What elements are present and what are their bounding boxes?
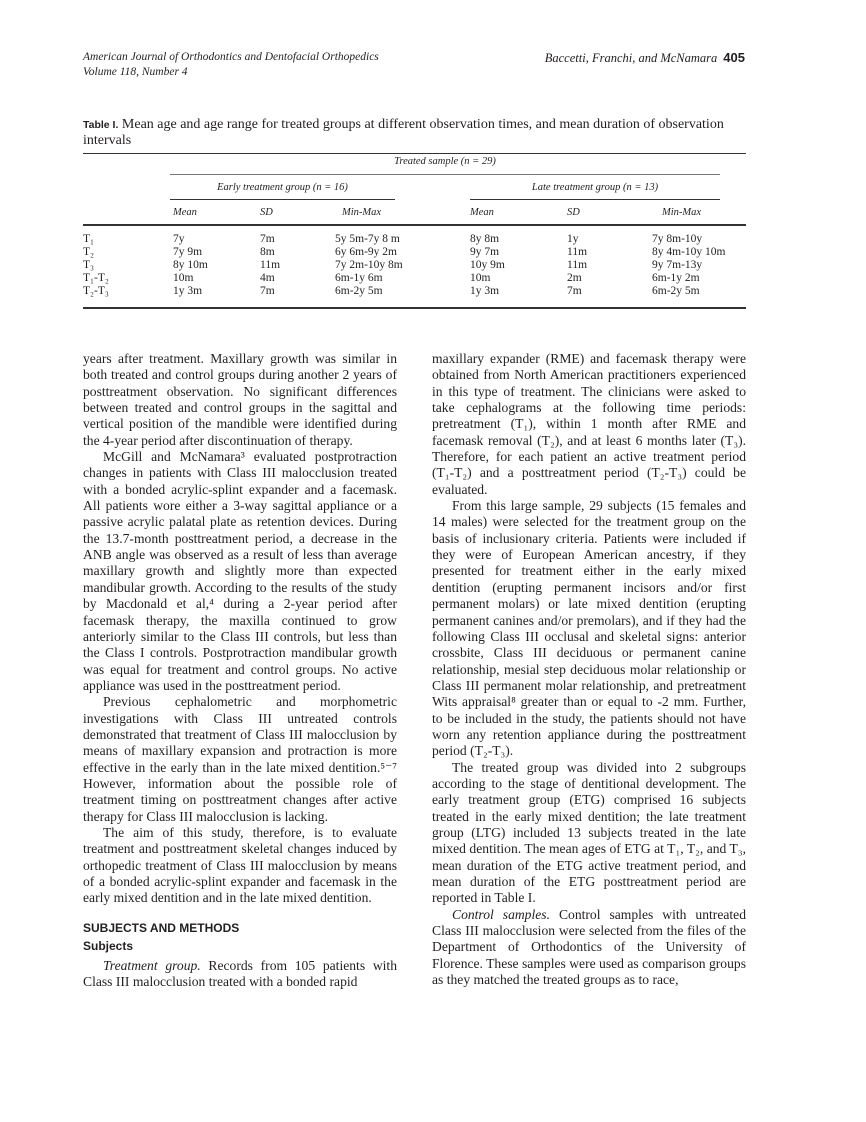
table-cell: 6m-1y 6m (335, 272, 383, 284)
paragraph: maxillary expander (RME) and facemask therapy were obtained from North American practitioners experienced in this type of treatment. The clinicians were asked to take cephalograms at the following time periods: pretreatment (T₁), within 1 month after RME and facemask removal (T₂), and at least 6 months later (T₃). Therefore, for each patient an active treatment period (T₁-T₂) and a posttreatment period (T₂-T₃) could be evaluated. (432, 351, 746, 497)
table-cell: 7y (173, 233, 185, 245)
page-number: 405 (723, 50, 745, 65)
table-cell: 6m-2y 5m (652, 285, 700, 297)
paragraph: years after treatment. Maxillary growth was similar in both treated and control groups during another 2 years of posttreatment observation. No significant differences between treated and control groups in the sagittal and vertical position of the mandible were identified during the 4-year period after discontinuation of therapy. (83, 351, 397, 448)
paragraph-text: Records from 105 patients with Class III malocclusion treated with a bonded rapid (83, 957, 397, 990)
running-header-right (545, 50, 745, 66)
journal-title: American Journal of Orthodontics and Dentofacial Orthopedics (83, 51, 379, 63)
table-cell: 8y 8m (470, 233, 500, 245)
paragraph (432, 907, 746, 989)
row-label: T₁-T₂ (83, 272, 109, 284)
table-cell: 11m (567, 259, 588, 271)
super-header-rule (170, 174, 720, 175)
row-label: T₃ (83, 259, 95, 271)
table-bottom-rule (83, 307, 746, 309)
table-cell: 7m (260, 285, 275, 297)
table-cell: 2m (567, 272, 582, 284)
table-cell: 9y 7m-13y (652, 259, 703, 271)
table-cell: 7y 8m-10y (652, 233, 703, 245)
group-header-early: Early treatment group (n = 16) (217, 182, 348, 193)
run-in-heading: Control samples. (452, 906, 550, 922)
table-caption-text: Mean age and age range for treated groups at different observation times, and mean duration of observation intervals (83, 117, 724, 148)
running-header-left (83, 50, 379, 80)
table-cell: 6m-2y 5m (335, 285, 383, 297)
paragraph: Previous cephalometric and morphometric investigations with Class III untreated controls demonstrated that treatment of Class III malocclusion by means of maxillary expansion and protraction is more effective in the early than in the late mixed dentition.⁵⁻⁷ However, information about the possible role of treatment timing on posttreatment changes after active therapy for Class III malocclusion is lacking. (83, 694, 397, 824)
header-rule (83, 224, 746, 226)
paragraph: The aim of this study, therefore, is to evaluate treatment and posttreatment skeletal changes induced by orthopedic treatment of Class III malocclusion by means of a bonded acrylic-splint expander and facemask in the early mixed dentition and in the late mixed dentition. (83, 824, 397, 906)
table-cell: 9y 7m (470, 246, 500, 258)
col-header: SD (567, 207, 580, 218)
row-label: T₁ (83, 233, 95, 245)
run-in-heading: Treatment group. (103, 957, 201, 973)
right-column (432, 351, 746, 988)
table-cell: 11m (260, 259, 281, 271)
table-cell: 5y 5m-7y 8 m (335, 233, 400, 245)
table-cell: 7y 2m-10y 8m (335, 259, 403, 271)
table-cell: 8m (260, 246, 275, 258)
table-cell: 1y 3m (470, 285, 500, 297)
col-header: Min-Max (342, 207, 382, 218)
paragraph-text: Control samples with untreated Class III malocclusion were selected from the files of the Department of Orthodontics of the University of Florence. These samples were used as comparison groups as they matched the treated groups as to race, (432, 906, 746, 988)
journal-volume: Volume 118, Number 4 (83, 66, 188, 78)
authors: Baccetti, Franchi, and McNamara (544, 51, 718, 65)
paragraph: From this large sample, 29 subjects (15 females and 14 males) were selected for the treatment group on the basis of inclusionary criteria. Patients were included if they were of European American ancestry, if they presented for treatment either in the early mixed dentition (erupting permanent incisors and/or first permanent molars) or late mixed dentition (erupting permanent canines and/or premolars), and if they had the following Class III occlusal and skeletal signs: anterior crossbite, Class III deciduous or permanent canine relationship, mesial step deciduous molar relationship or Class III permanent molar relationship, and pretreatment Wits appraisal⁸ greater than or equal to -2 mm. Further, to be included in the study, the patients should not have worn any retention appliance during the posttreatment period (T₂-T₃). (432, 498, 746, 759)
super-header: Treated sample (n = 29) (394, 156, 496, 167)
table-cell: 1y 3m (173, 285, 203, 297)
table-top-rule (83, 153, 746, 154)
group-header-late: Late treatment group (n = 13) (531, 182, 659, 193)
row-label: T₂-T₃ (83, 285, 109, 297)
table-cell: 8y 4m-10y 10m (652, 246, 726, 258)
left-column (83, 351, 397, 990)
table-cell: 6m-1y 2m (652, 272, 700, 284)
group-rule-late (470, 199, 720, 200)
table-cell: 11m (567, 246, 588, 258)
table-cell: 6y 6m-9y 2m (335, 246, 397, 258)
row-label: T₂ (83, 246, 95, 258)
col-header: Mean (173, 207, 197, 218)
table-cell: 10m (173, 272, 194, 284)
table-cell: 7m (260, 233, 275, 245)
table-cell: 7y 9m (173, 246, 203, 258)
col-header: SD (260, 207, 273, 218)
col-header: Min-Max (662, 207, 702, 218)
table-caption (83, 117, 748, 148)
col-header: Mean (470, 207, 494, 218)
table-cell: 4m (260, 272, 275, 284)
table-cell: 10y 9m (470, 259, 505, 271)
table-cell: 8y 10m (173, 259, 208, 271)
table-cell: 1y (567, 233, 579, 245)
table-cell: 7m (567, 285, 582, 297)
group-rule-early (170, 199, 395, 200)
paragraph: McGill and McNamara³ evaluated postprotraction changes in patients with Class III malocclusion treated with a bonded acrylic-splint expander and a facemask. All patients wore either a 3-way sagittal appliance or a passive acrylic palatal plate as retention devices. During the 13.7-month posttreatment period, a decrease in the ANB angle was observed as a result of less than average maxillary growth and slightly more than expected mandibular growth. According to the results of the study by Macdonald et al,⁴ during a 2-year period after facemask therapy, the maxilla continued to grow anteriorly similar to the Class III controls, but less than the Class I controls. Postprotraction mandibular growth was equal for treatment and control groups. No active appliance was used in the posttreatment period. (83, 449, 397, 693)
table-cell: 10m (470, 272, 491, 284)
paragraph: The treated group was divided into 2 subgroups according to the stage of dentitional development. The early treatment group (ETG) comprised 16 subjects treated in the early mixed dentition; the late treatment group (LTG) included 13 subjects treated in the late mixed dentition. The mean ages of ETG at T₁, T₂, and T₃, mean duration of the ETG active treatment period, and mean duration of the ETG posttreatment period are reported in Table I. (432, 759, 746, 906)
paragraph (83, 958, 397, 991)
section-heading: SUBJECTS AND METHODS (83, 920, 240, 935)
subsection-heading: Subjects (83, 938, 134, 953)
table-label: Table I. (83, 119, 119, 131)
